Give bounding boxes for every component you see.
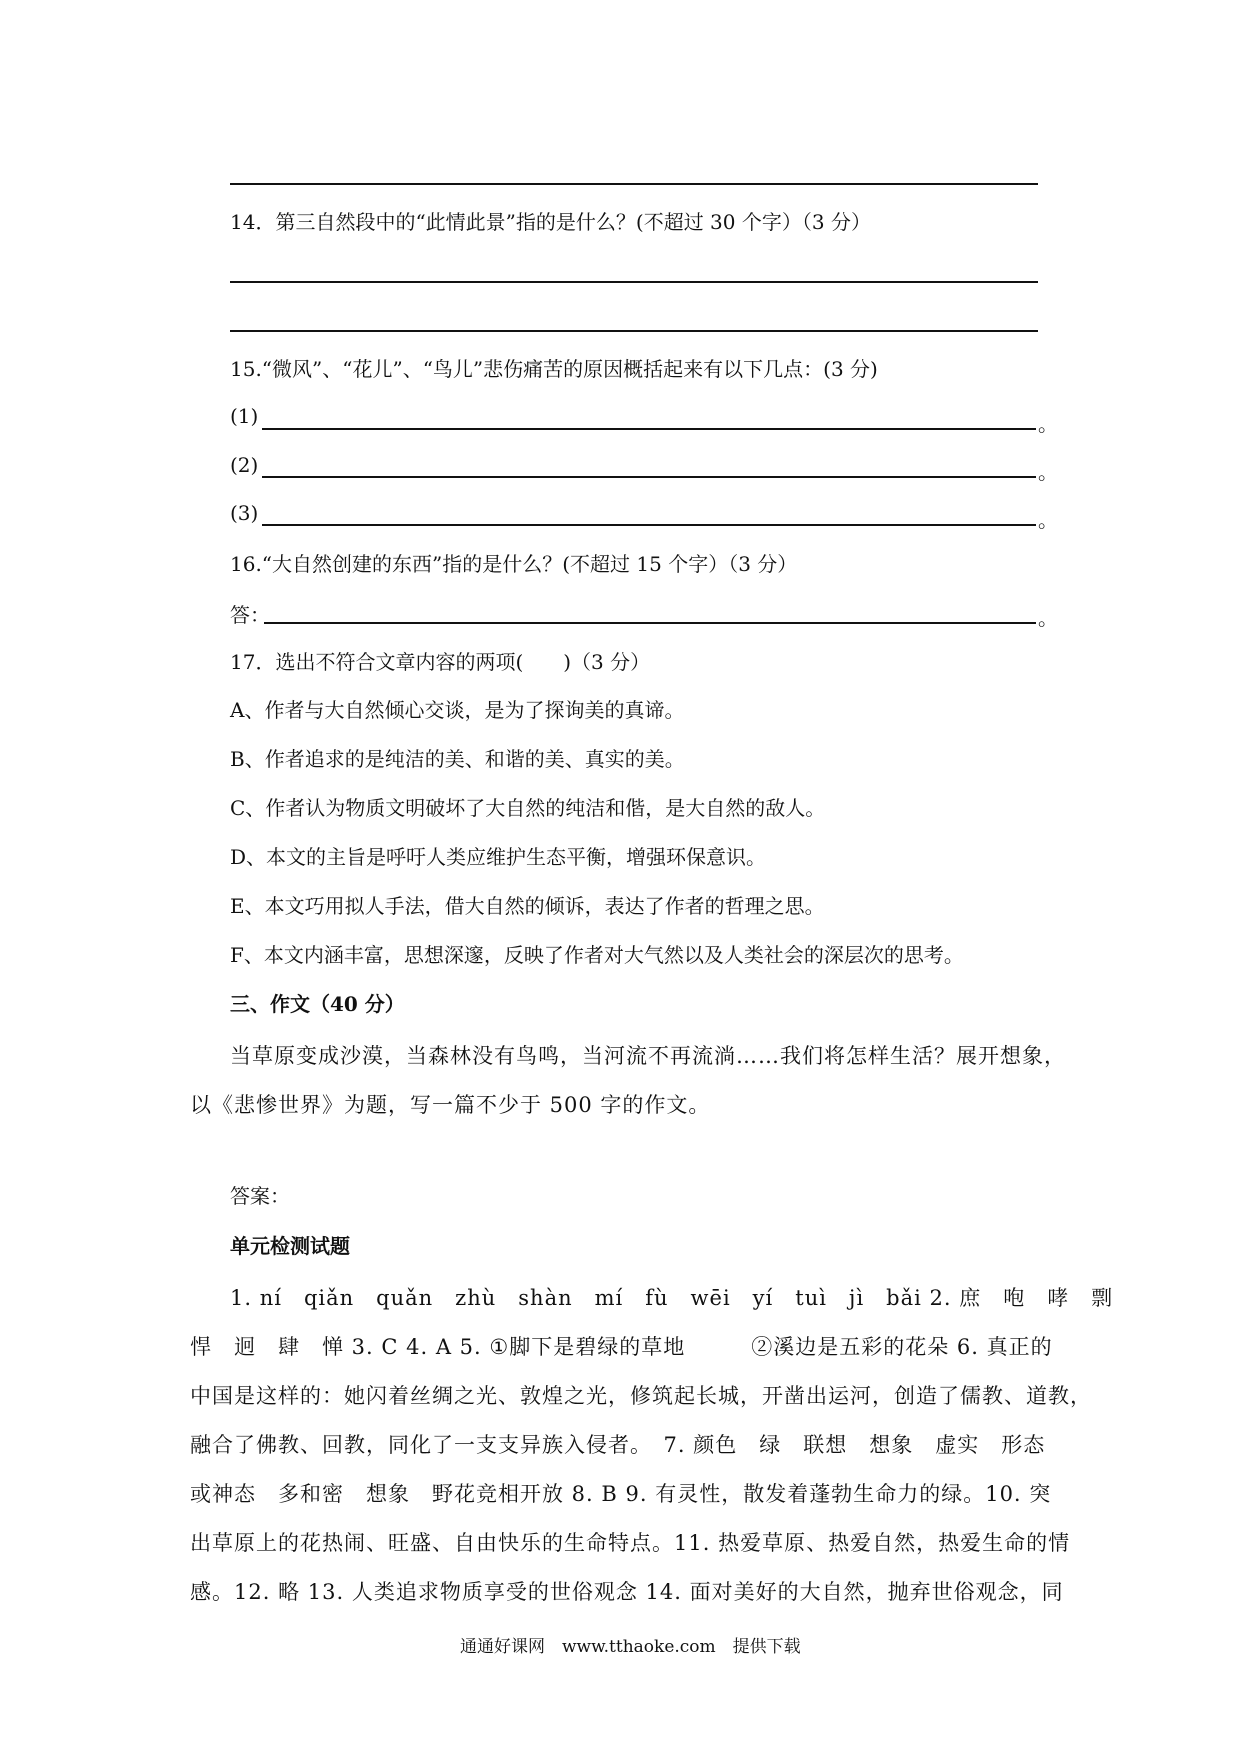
essay-heading: 三、作文（40 分） bbox=[230, 992, 405, 1016]
q15-item-3-line bbox=[262, 524, 1036, 526]
q15-item-2-end: 。 bbox=[1038, 460, 1058, 484]
q15-item-3-label: (3) bbox=[230, 501, 259, 525]
q14-answer-line-2 bbox=[230, 330, 1038, 332]
answers-line-5: 或神态 多和密 想象 野花竞相开放 8. B 9. 有灵性，散发着蓬勃生命力的绿。10. 突 bbox=[190, 1482, 1052, 1506]
answers-line-1: 1. ní qiǎn quǎn zhù shàn mí fù wēi yí tuì jì bǎi 2. 庶 咆 哮 剽 bbox=[230, 1286, 1114, 1310]
answer-line-top bbox=[230, 183, 1038, 185]
answers-line-7: 感。12. 略 13. 人类追求物质享受的世俗观念 14. 面对美好的大自然，抛弃世俗观念，同 bbox=[190, 1580, 1064, 1604]
q15-item-2-line bbox=[262, 476, 1036, 478]
question-16: 16.“大自然创建的东西”指的是什么？(不超过 15 个字）（3 分） bbox=[230, 552, 798, 576]
q17-option-e: E、本文巧用拟人手法，借大自然的倾诉，表达了作者的哲理之思。 bbox=[230, 894, 825, 918]
answers-label: 答案： bbox=[230, 1184, 290, 1208]
question-15: 15.“微风”、“花儿”、“鸟儿”悲伤痛苦的原因概括起来有以下几点：(3 分) bbox=[230, 357, 878, 381]
essay-prompt-line-2: 以《悲惨世界》为题，写一篇不少于 500 字的作文。 bbox=[190, 1093, 711, 1117]
essay-prompt-line-1: 当草原变成沙漠，当森林没有鸟鸣，当河流不再流淌……我们将怎样生活？展开想象， bbox=[230, 1044, 1066, 1068]
q15-item-1-end: 。 bbox=[1038, 412, 1058, 436]
answers-line-3: 中国是这样的：她闪着丝绸之光、敦煌之光，修筑起长城，开凿出运河，创造了儒教、道教， bbox=[190, 1384, 1092, 1408]
page-footer: 通通好课网 www.tthaoke.com 提供下载 bbox=[460, 1637, 801, 1657]
q16-answer-line bbox=[264, 622, 1036, 624]
answers-line-6: 出草原上的花热闹、旺盛、自由快乐的生命特点。11. 热爱草原、热爱自然，热爱生命的情 bbox=[190, 1531, 1071, 1555]
answers-line-2: 悍 迥 肆 惮 3. C 4. A 5. ①脚下是碧绿的草地 ②溪边是五彩的花朵 6. 真正的 bbox=[190, 1335, 1053, 1359]
q15-item-1-label: (1) bbox=[230, 404, 259, 428]
q17-option-a: A、作者与大自然倾心交谈，是为了探询美的真谛。 bbox=[230, 698, 685, 722]
question-14: 14．第三自然段中的“此情此景”指的是什么？(不超过 30 个字）（3 分） bbox=[230, 210, 871, 234]
q17-option-c: C、作者认为物质文明破坏了大自然的纯洁和偕，是大自然的敌人。 bbox=[230, 796, 826, 820]
q15-item-3-end: 。 bbox=[1038, 508, 1058, 532]
q17-option-f: F、本文内涵丰富，思想深邃，反映了作者对大气然以及人类社会的深层次的思考。 bbox=[230, 943, 964, 967]
q15-item-1-line bbox=[262, 428, 1036, 430]
q17-option-d: D、本文的主旨是呼吁人类应维护生态平衡，增强环保意识。 bbox=[230, 845, 767, 869]
answers-line-4: 融合了佛教、回教，同化了一支支异族入侵者。 7. 颜色 绿 联想 想象 虚实 形态 bbox=[190, 1433, 1046, 1457]
q15-item-2-label: (2) bbox=[230, 453, 259, 477]
q16-end: 。 bbox=[1038, 606, 1058, 630]
q14-answer-line-1 bbox=[230, 281, 1038, 283]
q17-option-b: B、作者追求的是纯洁的美、和谐的美、真实的美。 bbox=[230, 747, 685, 771]
question-17: 17．选出不符合文章内容的两项( )（3 分） bbox=[230, 650, 651, 674]
q16-answer-label: 答： bbox=[230, 603, 270, 627]
answers-title: 单元检测试题 bbox=[230, 1234, 350, 1258]
